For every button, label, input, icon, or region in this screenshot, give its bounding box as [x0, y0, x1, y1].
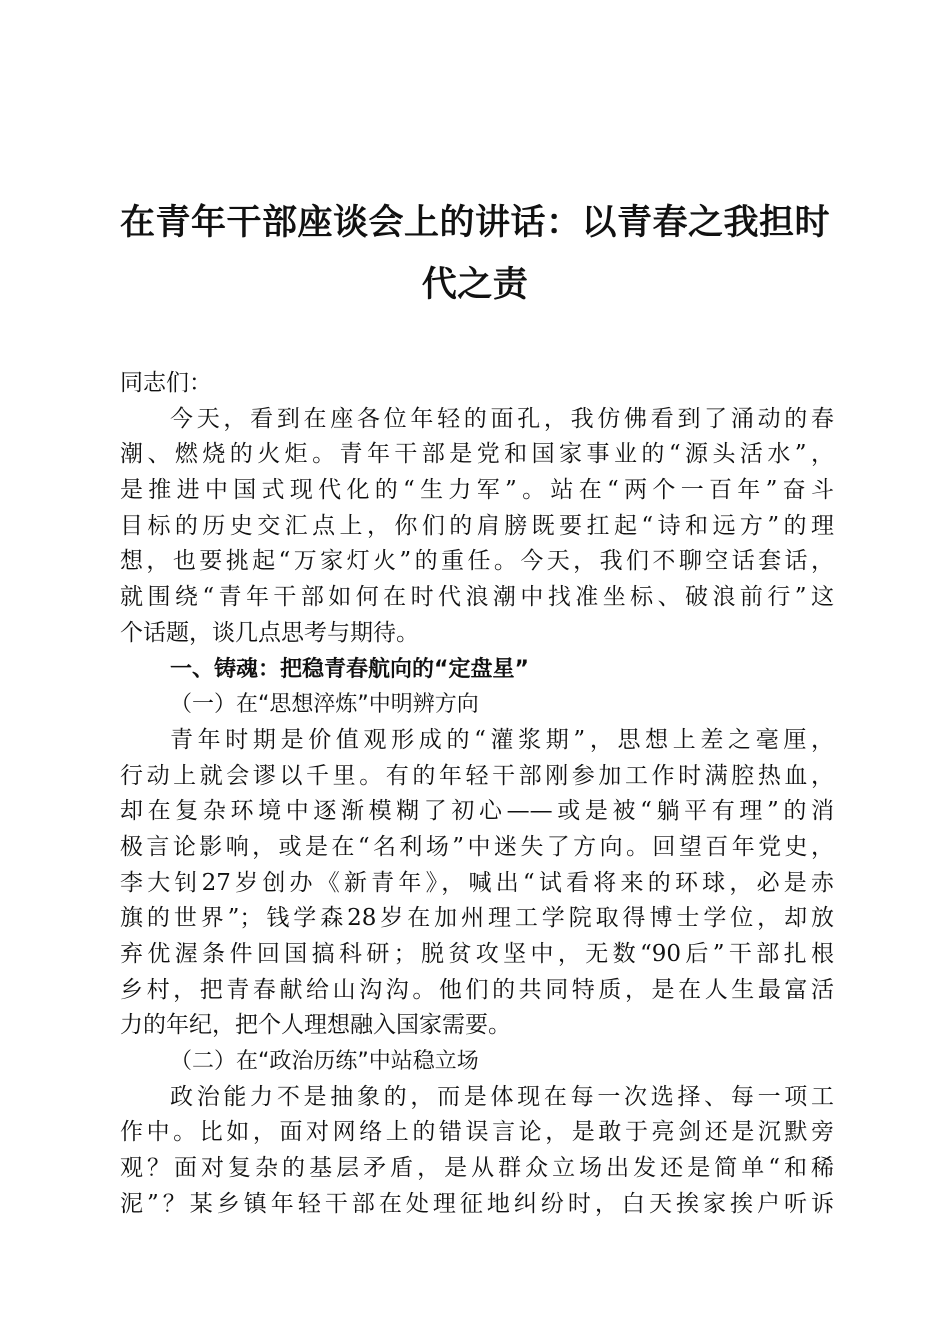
paragraph-line: 目标的历史交汇点上，你们的肩膀既要扛起“诗和远方”的理 — [120, 512, 834, 539]
paragraph-line: 极言论影响，或是在“名利场”中迷失了方向。回望百年党史， — [120, 833, 834, 860]
paragraph-line: 今天，看到在座各位年轻的面孔，我仿佛看到了涌动的春 — [170, 405, 834, 432]
paragraph-line: 乡村，把青春献给山沟沟。他们的共同特质，是在人生最富活 — [120, 976, 834, 1003]
subsection-heading: （一）在“思想淬炼”中明辨方向 — [170, 692, 479, 718]
paragraph-line: 李大钊27岁创办《新青年》，喊出“试看将来的环球，必是赤 — [120, 869, 834, 896]
paragraph-line: 却在复杂环境中逐渐模糊了初心——或是被“躺平有理”的消 — [120, 798, 834, 825]
paragraph-line: 政治能力不是抽象的，而是体现在每一次选择、每一项工 — [170, 1083, 834, 1110]
title-line: 代之责 — [421, 265, 529, 305]
document-title — [118, 192, 832, 316]
paragraph-line: 是推进中国式现代化的“生力军”。站在“两个一百年”奋斗 — [120, 477, 834, 504]
paragraph-line: 观？面对复杂的基层矛盾，是从群众立场出发还是简单“和稀 — [120, 1155, 834, 1182]
paragraph-line: 行动上就会谬以千里。有的年轻干部刚参加工作时满腔热血， — [120, 762, 834, 789]
paragraph-line: 泥”？某乡镇年轻干部在处理征地纠纷时，白天挨家挨户听诉 — [120, 1190, 834, 1217]
paragraph-line: 旗的世界”；钱学森28岁在加州理工学院取得博士学位，却放 — [120, 905, 834, 932]
paragraph-line: 潮、燃烧的火炬。青年干部是党和国家事业的“源头活水”， — [120, 441, 834, 468]
subsection-paragraph — [120, 1080, 834, 1223]
intro-paragraph — [120, 402, 834, 652]
paragraph-line: 力的年纪，把个人理想融入国家需要。 — [120, 1012, 511, 1039]
paragraph-line: 想，也要挑起“万家灯火”的重任。今天，我们不聊空话套话， — [120, 548, 834, 575]
title-line: 在青年干部座谈会上的讲话：以青春之我担时 — [119, 203, 830, 243]
salutation: 同志们： — [120, 370, 212, 396]
subsection-heading: （二）在“政治历练”中站稳立场 — [170, 1049, 479, 1075]
section-heading: 一、铸魂：把稳青春航向的“定盘星” — [170, 656, 529, 682]
paragraph-line: 个话题，谈几点思考与期待。 — [120, 619, 419, 646]
document-body — [120, 366, 834, 1223]
subsection-paragraph — [120, 723, 834, 1044]
paragraph-line: 青年时期是价值观形成的“灌浆期”，思想上差之毫厘， — [170, 726, 834, 753]
paragraph-line: 弃优渥条件回国搞科研；脱贫攻坚中，无数“90后”干部扎根 — [120, 941, 834, 967]
paragraph-line: 作中。比如，面对网络上的错误言论，是敢于亮剑还是沉默旁 — [120, 1119, 834, 1146]
paragraph-line: 就围绕“青年干部如何在时代浪潮中找准坐标、破浪前行”这 — [120, 584, 834, 611]
